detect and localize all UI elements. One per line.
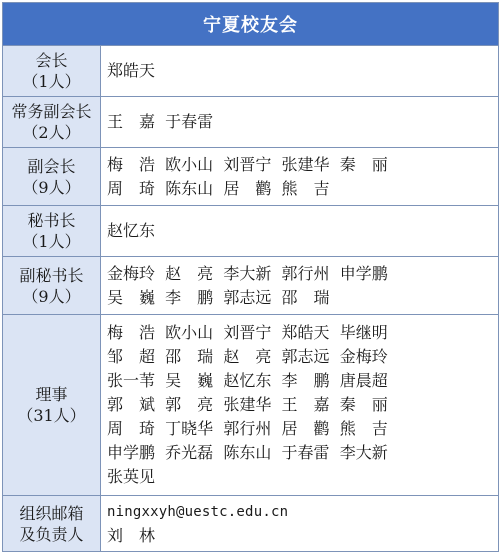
row-value <box>101 46 498 96</box>
label-role: 常务副会长 <box>11 102 92 121</box>
member-line: 王 嘉 于春雷 <box>107 112 214 131</box>
row-vice-president <box>3 148 498 206</box>
label-count: （31人） <box>17 406 86 425</box>
label-count: （9人） <box>22 286 81 306</box>
label-count: （1人） <box>22 232 81 251</box>
email-link[interactable]: ningxxyh@uestc.edu.cn <box>107 503 289 520</box>
label-role: 组织邮箱 <box>19 503 84 523</box>
row-value <box>101 97 498 147</box>
row-deputy-secretary-general <box>3 257 498 315</box>
member-line: 郭 斌 郭 亮 张建华 王 嘉 秦 丽 <box>107 395 388 414</box>
label-role: 会长 <box>35 51 68 70</box>
row-value <box>101 148 498 205</box>
row-label <box>3 206 101 256</box>
member-line: 吴 巍 李 鹏 郭志远 邵 瑞 <box>107 287 330 307</box>
row-label <box>3 496 101 551</box>
member-line: 周 琦 丁晓华 郭行州 居 鹳 熊 吉 <box>107 419 388 438</box>
member-line: 申学鹏 乔光磊 陈东山 于春雷 李大新 <box>107 443 388 462</box>
label-role: 理事 <box>35 385 68 404</box>
row-value <box>101 496 498 551</box>
member-line: 周 琦 陈东山 居 鹳 熊 吉 <box>107 178 330 198</box>
member-line: 梅 浩 欧小山 刘晋宁 张建华 秦 丽 <box>107 154 388 174</box>
row-value <box>101 257 498 314</box>
member-line: 赵忆东 <box>107 221 156 240</box>
label-count: （1人） <box>22 72 81 91</box>
row-executive-vice-president <box>3 97 498 148</box>
label-role: 副会长 <box>27 156 76 176</box>
label-role: 副秘书长 <box>19 265 84 285</box>
contact-person: 刘 林 <box>107 525 156 545</box>
label-count: （9人） <box>22 177 81 197</box>
member-line: 郑皓天 <box>107 61 156 80</box>
row-contact <box>3 496 498 551</box>
row-label <box>3 97 101 147</box>
label-count: 及负责人 <box>19 524 84 544</box>
row-label <box>3 148 101 205</box>
row-president <box>3 46 498 97</box>
row-label <box>3 315 101 495</box>
alumni-table <box>2 2 499 552</box>
row-label <box>3 46 101 96</box>
member-line: 金梅玲 赵 亮 李大新 郭行州 申学鹏 <box>107 263 388 283</box>
label-role: 秘书长 <box>27 211 76 230</box>
row-value <box>101 206 498 256</box>
member-line: 张一苇 吴 巍 赵忆东 李 鹏 唐晨超 <box>107 371 388 390</box>
member-line: 邹 超 邵 瑞 赵 亮 郭志远 金梅玲 <box>107 347 388 366</box>
member-line: 梅 浩 欧小山 刘晋宁 郑皓天 毕继明 <box>107 323 388 342</box>
row-label <box>3 257 101 314</box>
row-directors <box>3 315 498 496</box>
table-title: 宁夏校友会 <box>3 3 498 46</box>
member-line: 张英见 <box>107 467 156 486</box>
row-value <box>101 315 498 495</box>
label-count: （2人） <box>22 123 81 142</box>
row-secretary-general <box>3 206 498 257</box>
